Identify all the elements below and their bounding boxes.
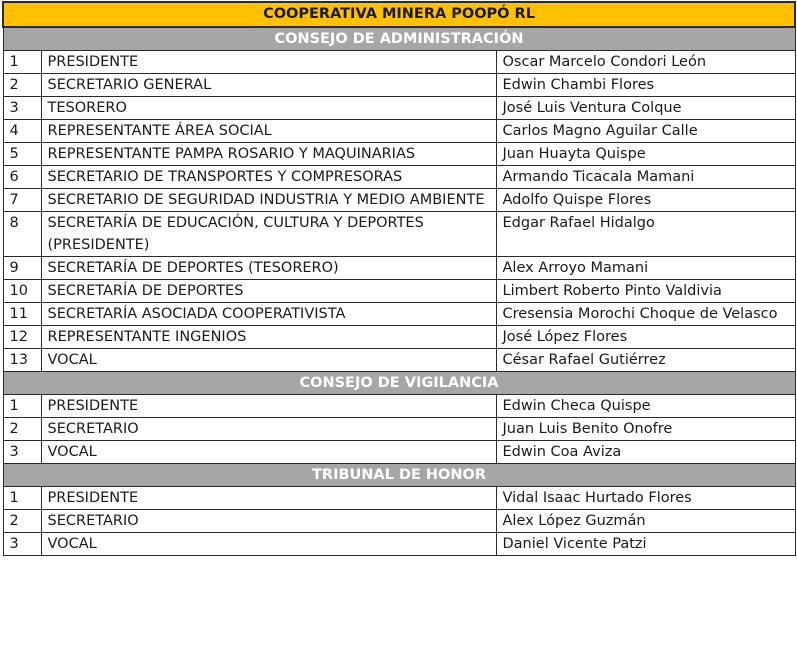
- row-number-cell: 7: [3, 189, 41, 212]
- member-name-cell: Edgar Rafael Hidalgo: [496, 212, 795, 257]
- role-cell: PRESIDENTE: [41, 51, 496, 74]
- member-name-cell: Alex Arroyo Mamani: [496, 257, 795, 280]
- table-row: [3, 441, 795, 464]
- table-row: [3, 280, 795, 303]
- role-cell: VOCAL: [41, 533, 496, 556]
- section-heading: TRIBUNAL DE HONOR: [3, 464, 795, 487]
- table-row: [3, 74, 795, 97]
- table-row: [3, 326, 795, 349]
- role-cell: REPRESENTANTE PAMPA ROSARIO Y MAQUINARIAS: [41, 143, 496, 166]
- role-cell: TESORERO: [41, 97, 496, 120]
- table-row: [3, 395, 795, 418]
- role-cell: VOCAL: [41, 349, 496, 372]
- row-number-cell: 2: [3, 510, 41, 533]
- member-name-cell: Carlos Magno Aguilar Calle: [496, 120, 795, 143]
- member-name-cell: Vidal Isaac Hurtado Flores: [496, 487, 795, 510]
- cooperative-roster-table: [2, 1, 796, 556]
- table-row: [3, 487, 795, 510]
- section-heading-row: [3, 464, 795, 487]
- row-number-cell: 2: [3, 418, 41, 441]
- row-number-cell: 10: [3, 280, 41, 303]
- row-number-cell: 13: [3, 349, 41, 372]
- member-name-cell: Cresensia Morochi Choque de Velasco: [496, 303, 795, 326]
- table-row: [3, 212, 795, 257]
- member-name-cell: Edwin Coa Aviza: [496, 441, 795, 464]
- row-number-cell: 1: [3, 395, 41, 418]
- role-cell: SECRETARIO DE SEGURIDAD INDUSTRIA Y MEDIO AMBIENTE: [41, 189, 496, 212]
- table-row: [3, 143, 795, 166]
- row-number-cell: 3: [3, 441, 41, 464]
- table-row: [3, 189, 795, 212]
- member-name-cell: Juan Huayta Quispe: [496, 143, 795, 166]
- section-heading: CONSEJO DE VIGILANCIA: [3, 372, 795, 395]
- member-name-cell: Armando Ticacala Mamani: [496, 166, 795, 189]
- row-number-cell: 11: [3, 303, 41, 326]
- row-number-cell: 3: [3, 97, 41, 120]
- row-number-cell: 1: [3, 51, 41, 74]
- table-title: COOPERATIVA MINERA POOPÓ RL: [3, 2, 795, 27]
- member-name-cell: Alex López Guzmán: [496, 510, 795, 533]
- role-cell: PRESIDENTE: [41, 487, 496, 510]
- table-row: [3, 120, 795, 143]
- table-row: [3, 510, 795, 533]
- role-cell: SECRETARÍA ASOCIADA COOPERATIVISTA: [41, 303, 496, 326]
- table-row: [3, 257, 795, 280]
- row-number-cell: 9: [3, 257, 41, 280]
- section-heading-row: [3, 27, 795, 51]
- row-number-cell: 8: [3, 212, 41, 257]
- role-cell: SECRETARÍA DE DEPORTES (TESORERO): [41, 257, 496, 280]
- row-number-cell: 5: [3, 143, 41, 166]
- role-cell: SECRETARIO DE TRANSPORTES Y COMPRESORAS: [41, 166, 496, 189]
- row-number-cell: 4: [3, 120, 41, 143]
- role-cell: PRESIDENTE: [41, 395, 496, 418]
- row-number-cell: 1: [3, 487, 41, 510]
- member-name-cell: Daniel Vicente Patzi: [496, 533, 795, 556]
- member-name-cell: César Rafael Gutiérrez: [496, 349, 795, 372]
- role-cell: REPRESENTANTE ÁREA SOCIAL: [41, 120, 496, 143]
- member-name-cell: José López Flores: [496, 326, 795, 349]
- row-number-cell: 6: [3, 166, 41, 189]
- member-name-cell: Edwin Chambi Flores: [496, 74, 795, 97]
- role-cell: SECRETARIO: [41, 418, 496, 441]
- role-cell: SECRETARIO: [41, 510, 496, 533]
- table-row: [3, 349, 795, 372]
- row-number-cell: 12: [3, 326, 41, 349]
- table-row: [3, 533, 795, 556]
- table-row: [3, 51, 795, 74]
- member-name-cell: José Luis Ventura Colque: [496, 97, 795, 120]
- member-name-cell: Juan Luis Benito Onofre: [496, 418, 795, 441]
- member-name-cell: Limbert Roberto Pinto Valdivia: [496, 280, 795, 303]
- table-row: [3, 303, 795, 326]
- role-cell: SECRETARÍA DE EDUCACIÓN, CULTURA Y DEPORTES (PRESIDENTE): [41, 212, 496, 257]
- table-row: [3, 418, 795, 441]
- section-heading-row: [3, 372, 795, 395]
- member-name-cell: Edwin Checa Quispe: [496, 395, 795, 418]
- member-name-cell: Oscar Marcelo Condori León: [496, 51, 795, 74]
- role-cell: REPRESENTANTE INGENIOS: [41, 326, 496, 349]
- row-number-cell: 2: [3, 74, 41, 97]
- section-heading: CONSEJO DE ADMINISTRACIÓN: [3, 27, 795, 51]
- table-row: [3, 97, 795, 120]
- role-cell: SECRETARÍA DE DEPORTES: [41, 280, 496, 303]
- role-cell: SECRETARIO GENERAL: [41, 74, 496, 97]
- table-title-row: [3, 2, 795, 27]
- table-row: [3, 166, 795, 189]
- role-cell: VOCAL: [41, 441, 496, 464]
- row-number-cell: 3: [3, 533, 41, 556]
- member-name-cell: Adolfo Quispe Flores: [496, 189, 795, 212]
